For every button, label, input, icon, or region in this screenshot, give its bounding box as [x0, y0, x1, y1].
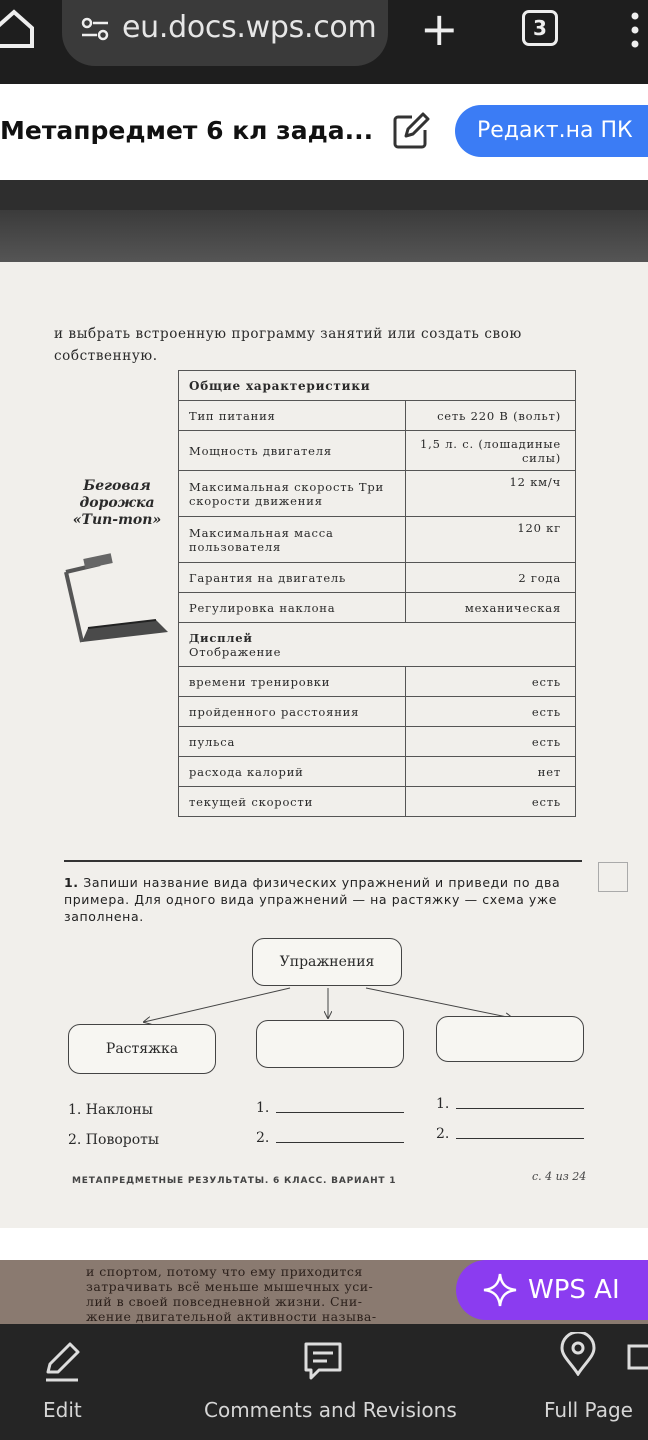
- diagram-empty-box: [436, 1016, 584, 1062]
- answer-blank: [456, 1138, 584, 1139]
- tab-switcher-button[interactable]: 3: [522, 10, 558, 46]
- treadmill-label-line: Беговая: [83, 478, 151, 494]
- table-row: [179, 727, 576, 757]
- task-instructions: Запиши название вида физических упражнений и приведи по два примера. Для одного вида упражнений — на растяжку — схема уже заполнена.: [64, 875, 561, 924]
- treadmill-image: [60, 532, 172, 652]
- home-icon[interactable]: [0, 8, 34, 48]
- row-name: времени тренировки: [179, 667, 406, 697]
- page-gap: [0, 1228, 648, 1260]
- page-footer-left: МЕТАПРЕДМЕТНЫЕ РЕЗУЛЬТАТЫ. 6 КЛАСС. ВАРИАНТ 1: [72, 1176, 397, 1186]
- intro-line-1: и выбрать встроенную программу занятий или создать свою: [54, 326, 522, 342]
- row-value: 12 км/ч: [406, 471, 576, 517]
- table-row: [179, 517, 576, 563]
- treadmill-label-line: дорожка: [79, 495, 155, 511]
- full-page-button[interactable]: Full Page: [544, 1398, 633, 1422]
- answer-line: 2.: [436, 1126, 450, 1142]
- comments-revisions-button[interactable]: Comments and Revisions: [204, 1398, 457, 1422]
- answer-blank: [276, 1112, 404, 1113]
- url-text[interactable]: eu.docs.wps.com: [122, 10, 377, 45]
- table-row: [179, 667, 576, 697]
- new-tab-icon[interactable]: +: [420, 2, 459, 56]
- row-value: есть: [406, 727, 576, 757]
- diagram-empty-box: [256, 1020, 404, 1068]
- table-header: Общие характеристики: [179, 371, 576, 401]
- row-value: нет: [406, 757, 576, 787]
- answer-line: 1.: [436, 1096, 450, 1112]
- wps-ai-button[interactable]: WPS AI: [456, 1260, 648, 1320]
- display-header: Дисплей: [189, 630, 253, 645]
- row-name: текущей скорости: [179, 787, 406, 817]
- row-name: Регулировка наклона: [179, 593, 406, 623]
- sparkle-icon[interactable]: [482, 1272, 518, 1308]
- next-page-line: затрачивать всё меньше мышечных уси-: [86, 1279, 374, 1294]
- diagram-stretching-box: Растяжка: [68, 1024, 216, 1074]
- display-subheader: Отображение: [189, 644, 282, 659]
- table-row: [179, 787, 576, 817]
- answer-line: 1.: [256, 1100, 270, 1116]
- task-number: 1.: [64, 875, 79, 890]
- next-page-text: [86, 1264, 377, 1324]
- row-name: Мощность двигателя: [179, 431, 406, 471]
- table-row: [179, 401, 576, 431]
- row-value: 1,5 л. с. (лошадиные силы): [406, 431, 576, 471]
- location-pin-icon[interactable]: [558, 1332, 598, 1376]
- answer-line: 2. Повороты: [68, 1132, 160, 1148]
- next-page-line: жение двигательной активности называ-: [86, 1309, 377, 1324]
- answer-line: 1. Наклоны: [68, 1102, 153, 1118]
- task-text: [64, 874, 584, 925]
- site-settings-icon[interactable]: [80, 14, 110, 44]
- row-value: сеть 220 В (вольт): [406, 401, 576, 431]
- more-menu-icon[interactable]: [628, 10, 642, 50]
- row-name: Гарантия на двигатель: [179, 563, 406, 593]
- row-name: пульса: [179, 727, 406, 757]
- row-value: есть: [406, 667, 576, 697]
- browser-bar: [0, 0, 648, 84]
- document-title: Метапредмет 6 кл зада...: [0, 116, 374, 145]
- row-value: есть: [406, 697, 576, 727]
- diagram-root-box: Упражнения: [252, 938, 402, 986]
- answer-line: 2.: [256, 1130, 270, 1146]
- next-page-line: лий в своей повседневной жизни. Сни-: [86, 1294, 363, 1309]
- row-name: расхода калорий: [179, 757, 406, 787]
- row-value: 2 года: [406, 563, 576, 593]
- table-row: [179, 757, 576, 787]
- next-page-line: и спортом, потому что ему приходится: [86, 1264, 363, 1279]
- fullscreen-icon[interactable]: [626, 1342, 648, 1386]
- rename-icon[interactable]: [392, 112, 430, 150]
- table-row: [179, 593, 576, 623]
- bottom-toolbar: [0, 1324, 648, 1440]
- row-name: Максимальная масса пользователя: [179, 517, 406, 563]
- spec-table: [178, 370, 576, 817]
- row-value: механическая: [406, 593, 576, 623]
- row-name: Максимальная скорость Три скорости движения: [179, 471, 406, 517]
- comment-icon[interactable]: [303, 1340, 343, 1384]
- answer-blank: [276, 1142, 404, 1143]
- table-row: [179, 471, 576, 517]
- answer-blank: [456, 1108, 584, 1109]
- treadmill-label: [72, 478, 162, 529]
- page-number: с. 4 из 24: [532, 1170, 587, 1183]
- table-row: [179, 431, 576, 471]
- table-row: [179, 563, 576, 593]
- edit-icon[interactable]: [42, 1340, 82, 1384]
- row-value: есть: [406, 787, 576, 817]
- document-header: [0, 84, 648, 180]
- row-name: Тип питания: [179, 401, 406, 431]
- document-page: [0, 262, 648, 1228]
- previous-page-edge: [0, 210, 648, 262]
- table-row: [179, 697, 576, 727]
- treadmill-label-line: «Тип-топ»: [72, 512, 162, 528]
- section-divider: [64, 860, 582, 862]
- edit-on-pc-button[interactable]: Редакт.на ПК: [455, 105, 648, 157]
- intro-line-2: собственную.: [54, 348, 158, 364]
- row-name: пройденного расстояния: [179, 697, 406, 727]
- row-value: 120 кг: [406, 517, 576, 563]
- score-box: [598, 862, 628, 892]
- edit-button[interactable]: Edit: [43, 1398, 82, 1422]
- table-row: [179, 623, 576, 667]
